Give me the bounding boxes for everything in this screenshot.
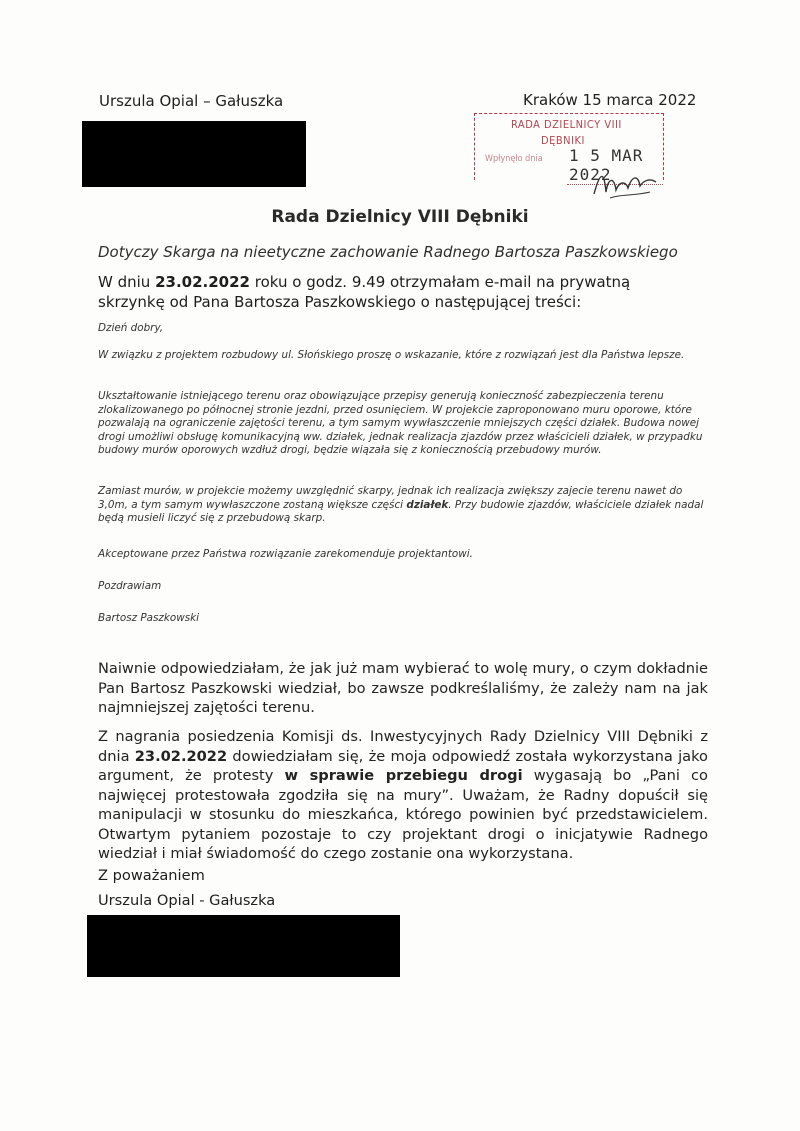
redacted-signature-block — [87, 915, 400, 977]
intro-text-end: roku o godz. 9.49 otrzymałam e-mail na prywatną skrzynkę od Pana Bartosza Paszkowskiego o następującej treści: — [98, 273, 631, 311]
closing-phrase: Z poważaniem — [98, 867, 205, 884]
email-paragraph-2: Ukształtowanie istniejącego terenu oraz obowiązujące przepisy generują konieczność zabezpieczenia terenu zlokalizowanego po północnej stronie jezdni, przed osunięciem. W projekcie zaproponowano muru oporowe, które pozwalają na ograniczenie zajętości terenu, a tym samym wywłaszczenie mniejszych części działek. Budowa nowej drogi umożliwi obsługę komunikacyjną ww. działek, jednak realizacja zjazdów przez właścicieli działek, w przypadku budowy murów oporowych wzdłuż drogi, będzie wiązała się z koniecznością przebudowy murów. — [98, 390, 703, 456]
body-p2-a: Z nagrania posiedzenia Komisji ds. Inwestycyjnych Rady Dzielnicy VIII Dębniki z dnia — [98, 728, 708, 765]
email-paragraph-1: W związku z projektem rozbudowy ul. Słońskiego proszę o wskazanie, które z rozwiązań jest dla Państwa lepsze. — [98, 349, 685, 361]
letter-subject: Dotyczy Skarga na nieetyczne zachowanie Radnego Bartosza Paszkowskiego — [98, 243, 678, 261]
body-paragraph-1: Naiwnie odpowiedziałam, że jak już mam wybierać to wolę mury, o czym dokładnie Pan Bartosz Paszkowski wiedział, bo zawsze podkreślaliśmy, że zależy nam na jak najmniejszej zajętości terenu. — [98, 660, 708, 716]
body-p2-date: 23.02.2022 — [134, 747, 228, 765]
sender-name: Urszula Opial – Gałuszka — [99, 92, 284, 110]
body-p2-b: dowiedziałam się, że moja odpowiedź została wykorzystana jako argument, że protesty — [98, 747, 708, 784]
email-paragraph-4: Akceptowane przez Państwa rozwiązanie zarekomenduje projektantowi. — [98, 548, 473, 560]
email-greeting: Dzień dobry, — [98, 322, 164, 334]
email-p3-end: . Przy budowie zjazdów, właściciele działek nadal będą musieli liczyć się z przebudową skarp. — [98, 498, 704, 524]
stamp-line-1: RADA DZIELNICY VIII — [511, 118, 622, 131]
stamp-received-label: Wpłynęło dnia — [485, 154, 543, 164]
email-signature: Bartosz Paszkowski — [98, 612, 200, 624]
stamp-line-2: DĘBNIKI — [541, 134, 585, 147]
signature-name: Urszula Opial - Gałuszka — [98, 892, 276, 909]
body-p2-bold: w sprawie przebiegu drogi — [284, 767, 523, 784]
intro-paragraph — [98, 272, 698, 312]
body-paragraph-2 — [98, 727, 708, 864]
intro-text-start: W dniu — [98, 273, 156, 291]
email-p3-bold: działek — [406, 498, 449, 511]
email-paragraph-3 — [98, 485, 713, 526]
email-p3-start: Zamiast murów, w projekcie możemy uwzględnić skarpy, jednak ich realizacja zwiększy zajecie terenu nawet do 3,0m, a tym samym wywłaszczone zostaną większe części — [98, 485, 683, 511]
place-and-date: Kraków 15 marca 2022 — [523, 91, 697, 109]
handwritten-initials — [590, 164, 660, 204]
stamp-date: 1 5 MAR 2022 — [567, 146, 663, 185]
intro-date: 23.02.2022 — [155, 273, 250, 291]
body-p2-c: wygasają bo „Pani co najwięcej protestowała zgodziła się na mury”. Uważam, że Radny dopuścił się manipulacji w stosunku do mieszkańca, którego powinien być przedstawicielem. Otwartym pytaniem pozostaje to czy projektant drogi o inicjatywie Radnego wiedział i miał świadomość do czego zostanie ona wykorzystana. — [98, 767, 708, 862]
redacted-address-block — [82, 121, 306, 187]
email-regards: Pozdrawiam — [98, 580, 162, 592]
letter-title: Rada Dzielnicy VIII Dębniki — [271, 207, 529, 227]
